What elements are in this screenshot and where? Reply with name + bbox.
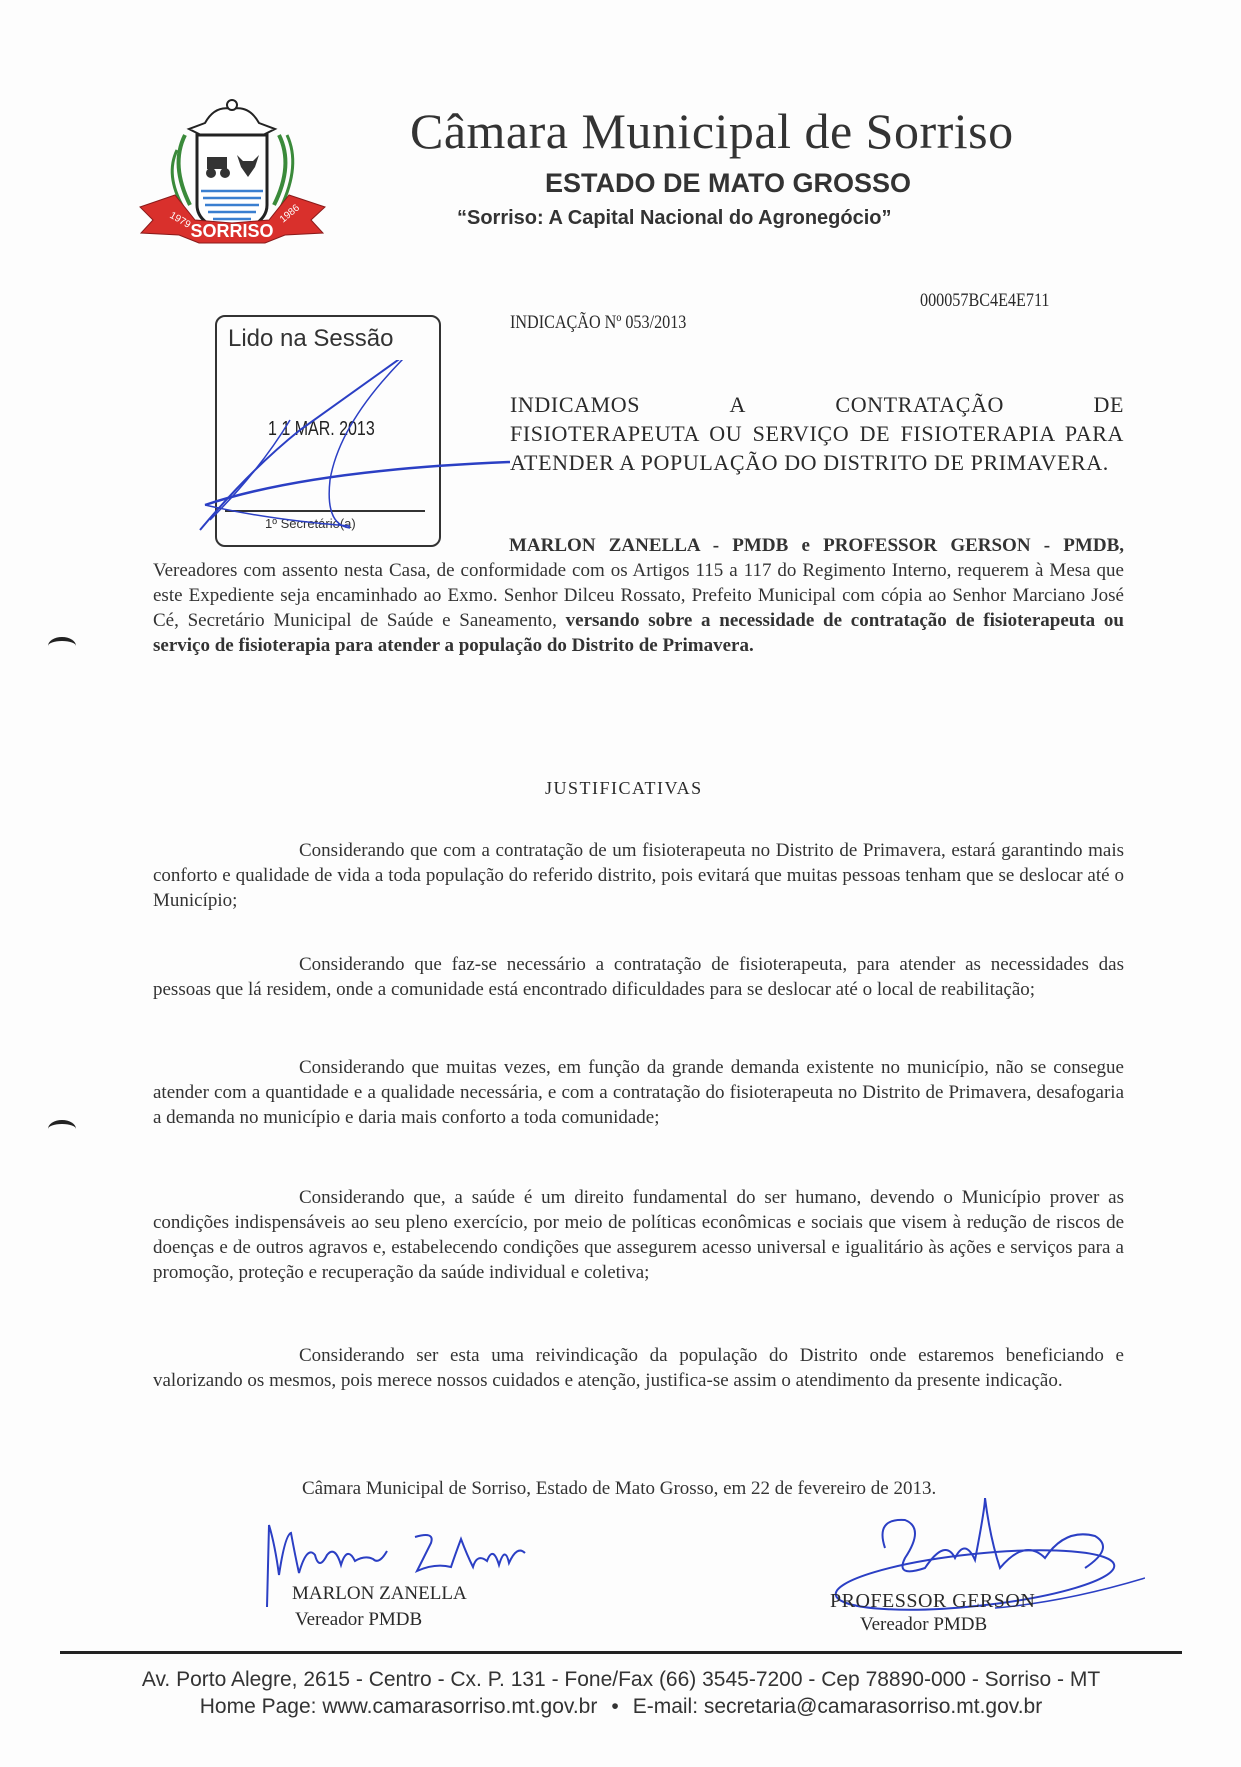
stamp-title: Lido na Sessão xyxy=(228,325,394,352)
subject-word: INDICAMOS xyxy=(510,392,641,417)
email-link[interactable]: E-mail: secretaria@camarasorriso.mt.gov.br xyxy=(632,1695,1043,1718)
stamp-role: 1º Secretário(a) xyxy=(265,516,356,531)
signatory-name: MARLON ZANELLA xyxy=(292,1583,467,1604)
subject-rest: FISIOTERAPEUTA OU SERVIÇO DE FISIOTERAPIA PARA ATENDER A POPULAÇÃO DO DISTRITO DE PRIMAVERA. xyxy=(510,421,1124,475)
signatory-role: Vereador PMDB xyxy=(860,1614,988,1635)
signatory-name: PROFESSOR GERSON xyxy=(830,1590,1036,1612)
intro-bold: versando sobre a necessidade de contratação de fisioterapeuta ou serviço de fisioterapia para atender a população do Distrito de Primavera. xyxy=(153,610,1124,656)
subject-word: CONTRATAÇÃO xyxy=(835,392,1005,417)
state-name: ESTADO DE MATO GROSSO xyxy=(545,168,912,198)
justification-paragraph: Considerando que, a saúde é um direito fundamental do ser humano, devendo o Município prover as condições indispensáveis ao seu pleno exercício, por meio de políticas econômicas e sociais que visem à redução de riscos de doenças e de outros agravos e, estabelecendo condições que assegurem acesso universal e igualitário às ações e serviços para a promoção, proteção e recuperação da saúde individual e coletiva; xyxy=(153,1187,1124,1283)
indication-number: INDICAÇÃO Nº 053/2013 xyxy=(510,312,687,333)
subject-first-line xyxy=(510,390,1124,419)
svg-text:1986: 1986 xyxy=(277,202,302,226)
footer-divider xyxy=(60,1651,1182,1654)
justification-paragraph: Considerando que faz-se necessário a contratação de fisioterapeuta, para atender as necessidades das pessoas que lá residem, onde a comunidade está encontrado dificuldades para se deslocar até o local de reabilitação; xyxy=(153,954,1124,1000)
footer-contacts xyxy=(60,1695,1182,1719)
justification-paragraph: Considerando que com a contratação de um fisioterapeuta no Distrito de Primavera, estará garantindo mais conforto e qualidade de vida a toda população do referido distrito, pois evitará que muitas pessoas tenham que se deslocar até o Município; xyxy=(153,840,1124,911)
intro-text: Vereadores com assento nesta Casa, de conformidade com os Artigos 115 a 117 do Regimento Interno, requerem à Mesa que este Expediente seja encaminhado ao Exmo. Senhor Dilceu Rossato, Prefeito Municipal com cópia ao Senhor Marciano José Cé, Secretário Municipal de Saúde e Saneamento, xyxy=(153,560,1124,631)
stamp-date: 1 1 MAR. 2013 xyxy=(268,418,375,440)
homepage-link[interactable]: Home Page: www.camarasorriso.mt.gov.br xyxy=(199,1695,598,1718)
closing-line: Câmara Municipal de Sorriso, Estado de Mato Grosso, em 22 de fevereiro de 2013. xyxy=(302,1478,937,1499)
signatory-role: Vereador PMDB xyxy=(295,1609,423,1630)
slogan: “Sorriso: A Capital Nacional do Agronegócio” xyxy=(457,207,892,229)
footer-address: Av. Porto Alegre, 2615 - Centro - Cx. P. 131 - Fone/Fax (66) 3545-7200 - Cep 78890-000 - Sorriso - MT xyxy=(141,1668,1101,1691)
footer-separator: • xyxy=(611,1695,619,1718)
stamp-handwritten-signature xyxy=(190,360,510,535)
intro-authors: MARLON ZANELLA - PMDB e PROFESSOR GERSON - PMDB, xyxy=(509,535,1124,556)
justification-paragraph: Considerando que muitas vezes, em função da grande demanda existente no município, não se consegue atender com a quantidade e a qualidade necessária, e com a contratação do fisioterapeuta no Distrito de Primavera, desafogaria a demanda no município e daria mais conforto a toda comunidade; xyxy=(153,1057,1124,1128)
institution-title: Câmara Municipal de Sorriso xyxy=(410,103,1014,159)
subject-word: A xyxy=(729,392,746,417)
document-code: 000057BC4E4E711 xyxy=(920,290,1050,311)
municipal-crest-logo xyxy=(135,95,330,245)
justification-paragraph: Considerando ser esta uma reivindicação da população do Distrito onde estaremos beneficiando e valorizando os mesmos, pois merece nossos cuidados e atenção, justifica-se assim o atendimento da presente indicação. xyxy=(153,1345,1124,1391)
intro-paragraph xyxy=(153,533,1124,658)
subject xyxy=(510,390,1124,477)
logo-text: SORRISO xyxy=(190,221,274,241)
justifications-heading: JUSTIFICATIVAS xyxy=(545,778,703,798)
binder-hole xyxy=(48,1120,76,1138)
binder-hole xyxy=(48,637,76,655)
subject-word: DE xyxy=(1093,392,1124,417)
svg-text:1979: 1979 xyxy=(167,210,193,231)
